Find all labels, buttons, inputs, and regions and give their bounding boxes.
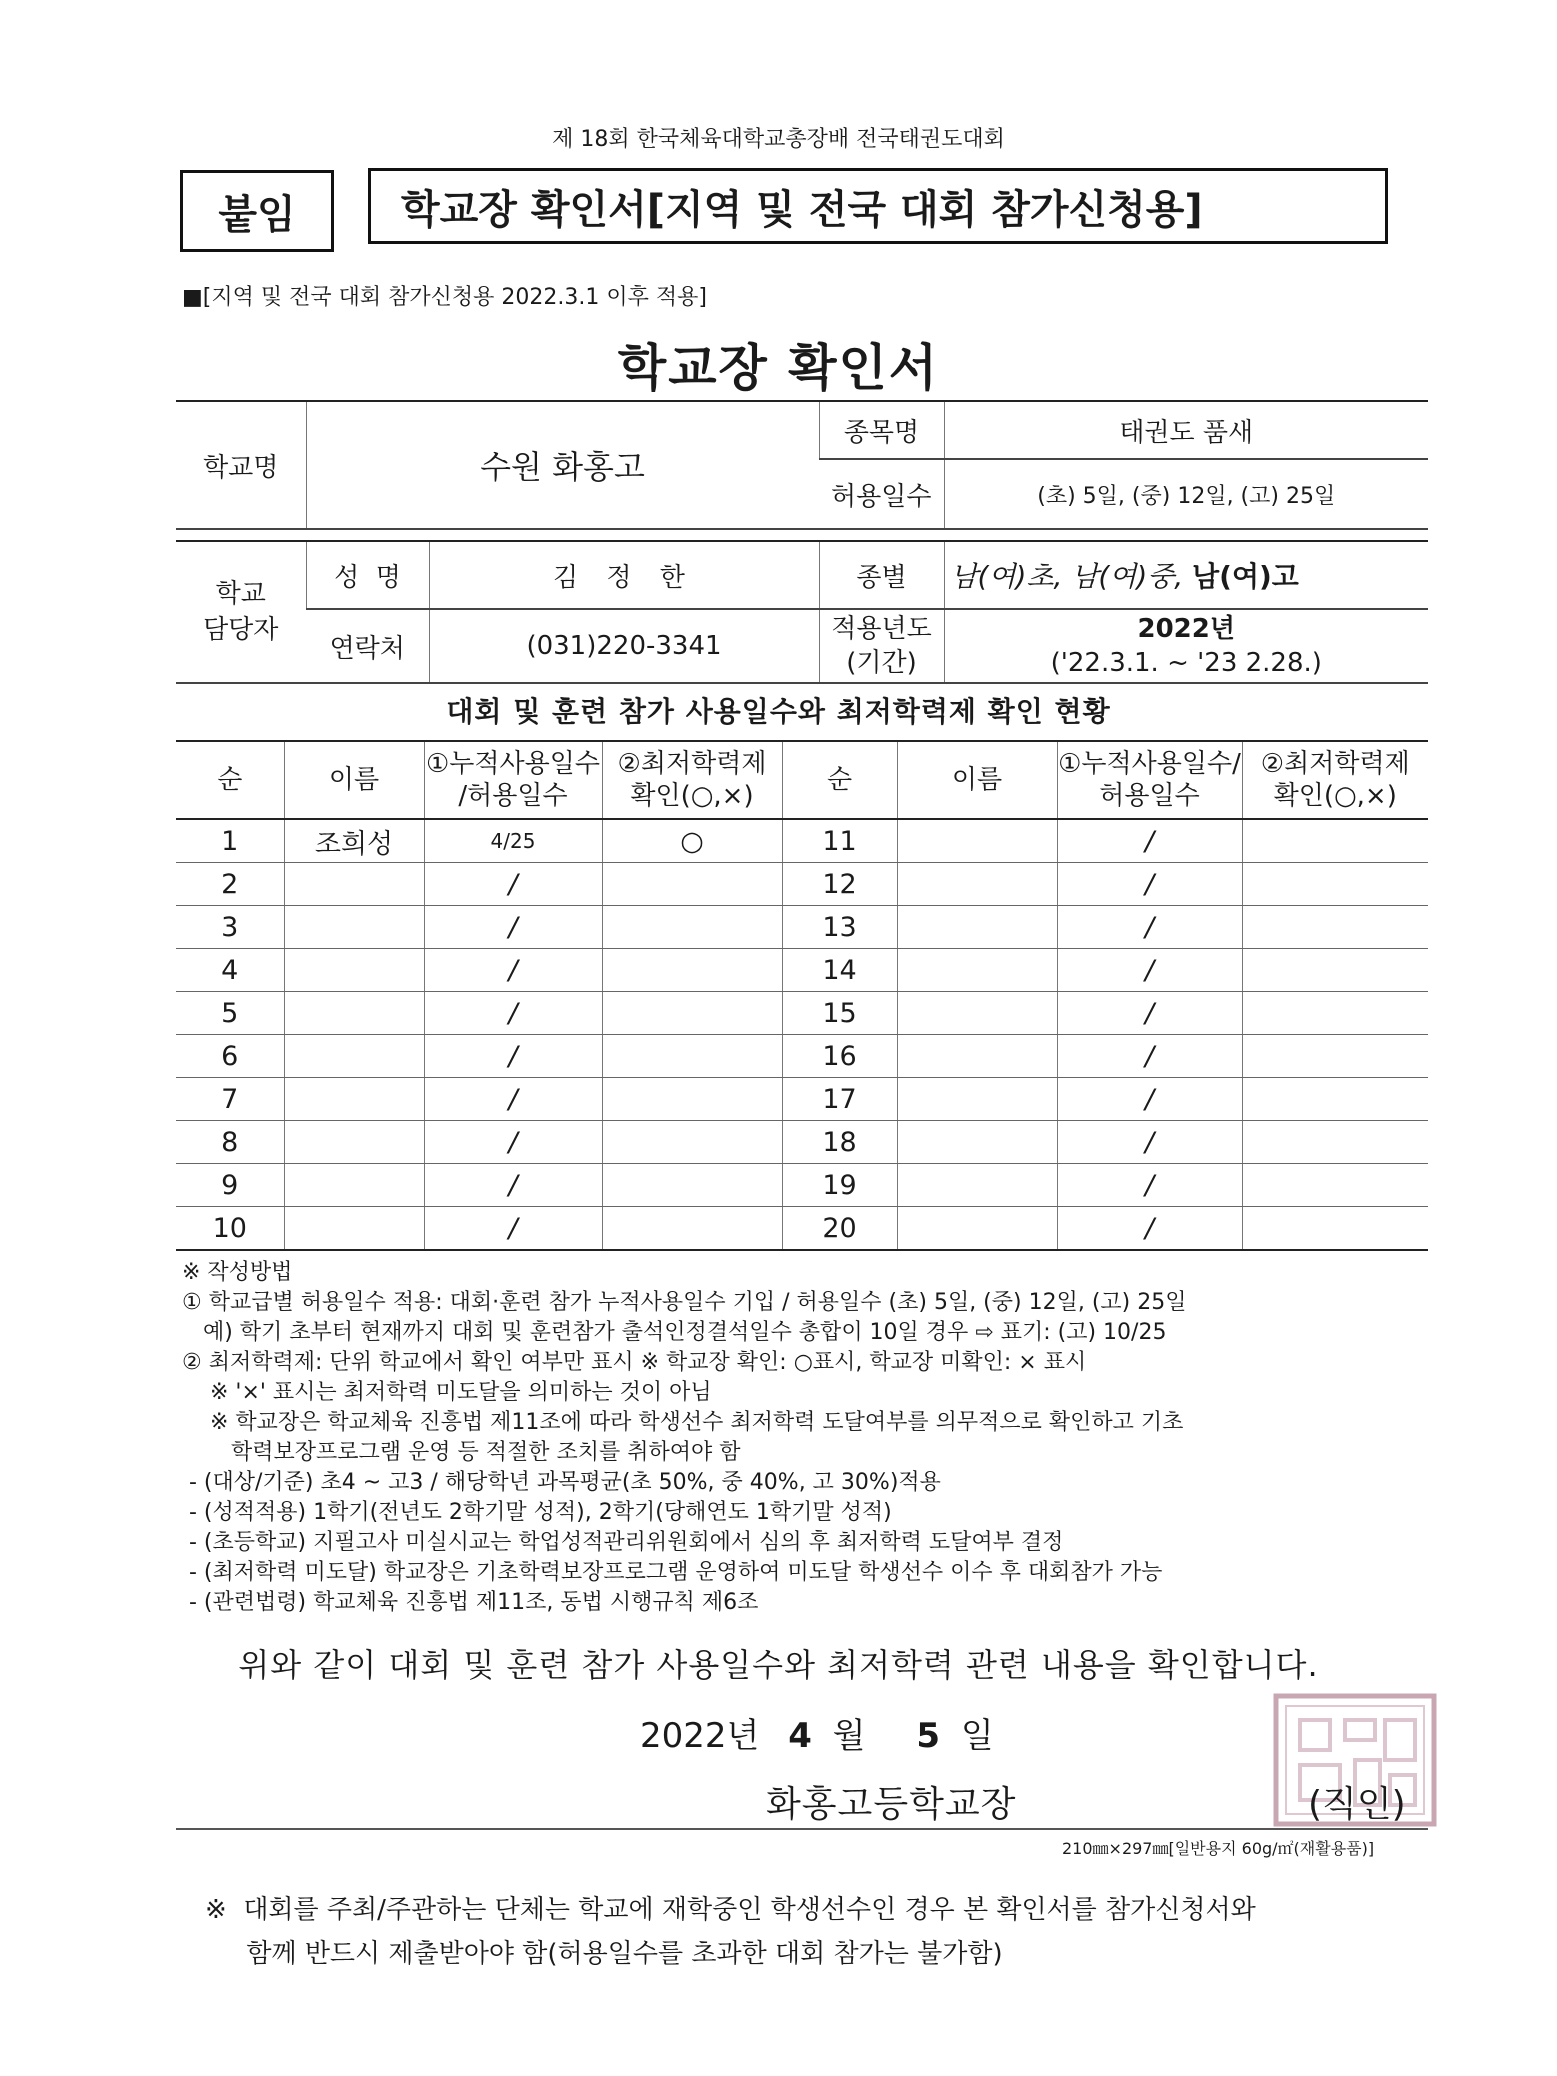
header-days-right: [1057, 741, 1242, 819]
cell-used-days: /: [424, 992, 602, 1035]
roster-table: [176, 740, 1428, 1251]
cell-used-days: /: [1057, 906, 1242, 949]
cell-student-name: [897, 1035, 1057, 1078]
cell-student-name: [284, 863, 424, 906]
instruction-line: ① 학교급별 허용일수 적용: 대회·훈련 참가 누적사용일수 기입 / 허용일수 (초) 5일, (중) 12일, (고) 25일: [182, 1290, 1187, 1315]
cell-order: 14: [782, 949, 897, 992]
header-order-right: 순: [782, 741, 897, 819]
cell-min-academic-check: ○: [602, 819, 782, 863]
year-label: [819, 609, 944, 683]
school-value: 수원 화홍고: [306, 401, 819, 529]
cell-used-days: /: [1057, 1164, 1242, 1207]
cell-student-name: [897, 863, 1057, 906]
header-days-right-line2: 허용일수: [1099, 781, 1200, 811]
instruction-line: 예) 학기 초부터 현재까지 대회 및 훈련참가 출석인정결석일수 총합이 10일 경우 ⇨ 표기: (고) 10/25: [182, 1320, 1167, 1345]
cell-used-days: /: [1057, 1035, 1242, 1078]
date-year: 2022년: [640, 1716, 760, 1756]
year-label-1: 적용년도: [831, 614, 932, 644]
instruction-line: 학력보장프로그램 운영 등 적절한 조치를 취하여야 함: [182, 1440, 741, 1465]
instruction-line: - (대상/기준) 초4 ~ 고3 / 해당학년 과목평균(초 50%, 중 40%, 고 30%)적용: [182, 1470, 941, 1495]
section-title: 대회 및 훈련 참가 사용일수와 최저학력제 확인 현황: [446, 695, 1111, 728]
cell-min-academic-check: [602, 863, 782, 906]
cell-min-academic-check: [602, 1164, 782, 1207]
cell-used-days: 4/25: [424, 819, 602, 863]
table-row: [176, 906, 1428, 949]
cell-student-name: [897, 906, 1057, 949]
header-name-right: 이름: [897, 741, 1057, 819]
cell-used-days: /: [1057, 949, 1242, 992]
cell-min-academic-check: [602, 949, 782, 992]
cell-student-name: [284, 906, 424, 949]
cell-order: 1: [176, 819, 284, 863]
date-month: 4: [788, 1716, 812, 1756]
cell-used-days: /: [1057, 1078, 1242, 1121]
cell-student-name: [897, 1078, 1057, 1121]
year-value-1: 2022년: [1137, 614, 1235, 644]
instruction-line: - (성적적용) 1학기(전년도 2학기말 성적), 2학기(당해연도 1학기말 성적): [182, 1500, 892, 1525]
cell-min-academic-check: [602, 1121, 782, 1164]
cell-student-name: [897, 949, 1057, 992]
date-day-unit: 일: [960, 1716, 994, 1756]
cell-min-academic-check: [1242, 1078, 1428, 1121]
header-check-right: [1242, 741, 1428, 819]
instruction-line: - (최저학력 미도달) 학교장은 기초학력보장프로그램 운영하여 미도달 학생선수 이수 후 대회참가 가능: [182, 1560, 1163, 1585]
cell-order: 6: [176, 1035, 284, 1078]
document-title-box: 학교장 확인서[지역 및 전국 대회 참가신청용]: [368, 168, 1388, 244]
instruction-line: ※ 작성방법: [182, 1260, 293, 1285]
header-name: 이름: [284, 741, 424, 819]
header-check: [602, 741, 782, 819]
type-value-bold: 남(여)고: [1192, 560, 1299, 593]
cell-order: 12: [782, 863, 897, 906]
header-days: [424, 741, 602, 819]
cell-min-academic-check: [1242, 906, 1428, 949]
header-order: 순: [176, 741, 284, 819]
cell-student-name: [897, 1207, 1057, 1251]
writing-instructions: [182, 1258, 1442, 1618]
cell-order: 7: [176, 1078, 284, 1121]
cell-min-academic-check: [1242, 949, 1428, 992]
cell-student-name: [284, 949, 424, 992]
table-row: [176, 819, 1428, 863]
cell-used-days: /: [424, 1207, 602, 1251]
instruction-line: - (초등학교) 지필고사 미실시교는 학업성적관리위원회에서 심의 후 최저학력 도달여부 결정: [182, 1530, 1064, 1555]
cell-min-academic-check: [602, 992, 782, 1035]
instruction-line: ※ '×' 표시는 최저학력 미도달을 의미하는 것이 아님: [182, 1380, 712, 1405]
cell-student-name: [897, 819, 1057, 863]
header-days-right-line1: ①누적사용일수/: [1058, 748, 1241, 779]
cell-used-days: /: [424, 1164, 602, 1207]
principal-title: 화홍고등학교장: [766, 1784, 1017, 1825]
cell-used-days: /: [424, 949, 602, 992]
school-label: 학교명: [176, 401, 306, 529]
cell-student-name: [284, 1078, 424, 1121]
footer-line-1: ※ 대회를 주최/주관하는 단체는 학교에 재학중인 학생선수인 경우 본 확인서를 참가신청서와: [205, 1895, 1256, 1925]
cell-student-name: [897, 1164, 1057, 1207]
main-title: 학교장 확인서: [617, 339, 940, 397]
table-row: [176, 1207, 1428, 1251]
manager-label: 학교 담당자: [176, 541, 306, 683]
cell-student-name: [284, 1121, 424, 1164]
year-value: [944, 609, 1428, 683]
cell-order: 4: [176, 949, 284, 992]
cell-order: 5: [176, 992, 284, 1035]
cell-student-name: [284, 1035, 424, 1078]
type-value: [944, 541, 1428, 609]
cell-used-days: /: [424, 1078, 602, 1121]
footer-line-2: 함께 반드시 제출받아야 함(허용일수를 초과한 대회 참가는 불가함): [205, 1939, 1003, 1969]
bottom-rule: [176, 1828, 1428, 1830]
cell-used-days: /: [1057, 992, 1242, 1035]
instruction-line: - (관련법령) 학교체육 진흥법 제11조, 동법 시행규칙 제6조: [182, 1590, 759, 1615]
cell-order: 3: [176, 906, 284, 949]
allowed-days-value: (초) 5일, (중) 12일, (고) 25일: [944, 459, 1428, 529]
cell-order: 9: [176, 1164, 284, 1207]
paper-spec: 210㎜×297㎜[일반용지 60g/㎡(재활용품)]: [1062, 1839, 1375, 1858]
header-check-line2: 확인(○,×): [630, 781, 754, 811]
apply-note: ■[지역 및 전국 대회 참가신청용 2022.3.1 이후 적용]: [182, 285, 707, 310]
confirm-statement: 위와 같이 대회 및 훈련 참가 사용일수와 최저학력 관련 내용을 확인합니다.: [238, 1646, 1319, 1684]
cell-min-academic-check: [1242, 1121, 1428, 1164]
seal-label: (직인): [1308, 1784, 1406, 1825]
table-row: [176, 1121, 1428, 1164]
cell-order: 10: [176, 1207, 284, 1251]
event-line: 제 18회 한국체육대학교총장배 전국태권도대회: [552, 127, 1005, 152]
name-label: 성 명: [306, 541, 429, 609]
cell-min-academic-check: [1242, 1164, 1428, 1207]
cell-min-academic-check: [602, 1207, 782, 1251]
table-row: [176, 949, 1428, 992]
header-check-right-line1: ②최저학력제: [1260, 748, 1410, 779]
cell-min-academic-check: [602, 1035, 782, 1078]
date-day: 5: [916, 1716, 941, 1756]
cell-student-name: [897, 1121, 1057, 1164]
allowed-days-label: 허용일수: [819, 459, 944, 529]
header-days-line2: /허용일수: [458, 781, 568, 811]
header-check-right-line2: 확인(○,×): [1273, 781, 1397, 811]
instruction-line: ※ 학교장은 학교체육 진흥법 제11조에 따라 학생선수 최저학력 도달여부를 의무적으로 확인하고 기초: [182, 1410, 1184, 1435]
cell-student-name: [897, 992, 1057, 1035]
table-row: [176, 1078, 1428, 1121]
table-row: [176, 1164, 1428, 1207]
cell-min-academic-check: [602, 906, 782, 949]
cell-order: 18: [782, 1121, 897, 1164]
cell-student-name: [284, 1164, 424, 1207]
cell-order: 17: [782, 1078, 897, 1121]
cell-min-academic-check: [1242, 992, 1428, 1035]
table-row: [176, 992, 1428, 1035]
name-value: 김 정 한: [429, 541, 819, 609]
attachment-badge: 붙임: [180, 170, 334, 252]
type-label: 종별: [819, 541, 944, 609]
instruction-line: ② 최저학력제: 단위 학교에서 확인 여부만 표시 ※ 학교장 확인: ○표시, 학교장 미확인: × 표시: [182, 1350, 1087, 1375]
event-label: 종목명: [819, 401, 944, 459]
cell-student-name: [284, 1207, 424, 1251]
cell-used-days: /: [424, 863, 602, 906]
cell-order: 15: [782, 992, 897, 1035]
type-value-italic: 남(여)초, 남(여)중,: [950, 560, 1184, 593]
cell-order: 11: [782, 819, 897, 863]
signing-date: [640, 1708, 994, 1757]
cell-used-days: /: [1057, 1121, 1242, 1164]
footer-note: [205, 1888, 1256, 1976]
cell-min-academic-check: [1242, 1035, 1428, 1078]
cell-used-days: /: [1057, 819, 1242, 863]
cell-used-days: /: [424, 1035, 602, 1078]
contact-value: (031)220-3341: [429, 609, 819, 683]
cell-order: 16: [782, 1035, 897, 1078]
table-row: [176, 863, 1428, 906]
contact-label: 연락처: [306, 609, 429, 683]
cell-used-days: /: [424, 906, 602, 949]
cell-used-days: /: [424, 1121, 602, 1164]
cell-used-days: /: [1057, 863, 1242, 906]
event-value: 태권도 품새: [944, 401, 1428, 459]
cell-order: 13: [782, 906, 897, 949]
school-info-table: [176, 400, 1428, 684]
date-month-unit: 월: [832, 1716, 866, 1756]
header-days-line1: ①누적사용일수: [425, 748, 600, 779]
table-row: [176, 1035, 1428, 1078]
cell-min-academic-check: [1242, 819, 1428, 863]
cell-used-days: /: [1057, 1207, 1242, 1251]
header-check-line1: ②최저학력제: [617, 748, 767, 779]
cell-min-academic-check: [1242, 863, 1428, 906]
cell-min-academic-check: [1242, 1207, 1428, 1251]
cell-student-name: 조희성: [284, 819, 424, 863]
year-label-2: (기간): [846, 648, 917, 678]
cell-order: 19: [782, 1164, 897, 1207]
cell-order: 2: [176, 863, 284, 906]
cell-order: 20: [782, 1207, 897, 1251]
cell-min-academic-check: [602, 1078, 782, 1121]
cell-student-name: [284, 992, 424, 1035]
cell-order: 8: [176, 1121, 284, 1164]
year-value-2: ('22.3.1. ~ '23 2.28.): [1050, 648, 1322, 678]
